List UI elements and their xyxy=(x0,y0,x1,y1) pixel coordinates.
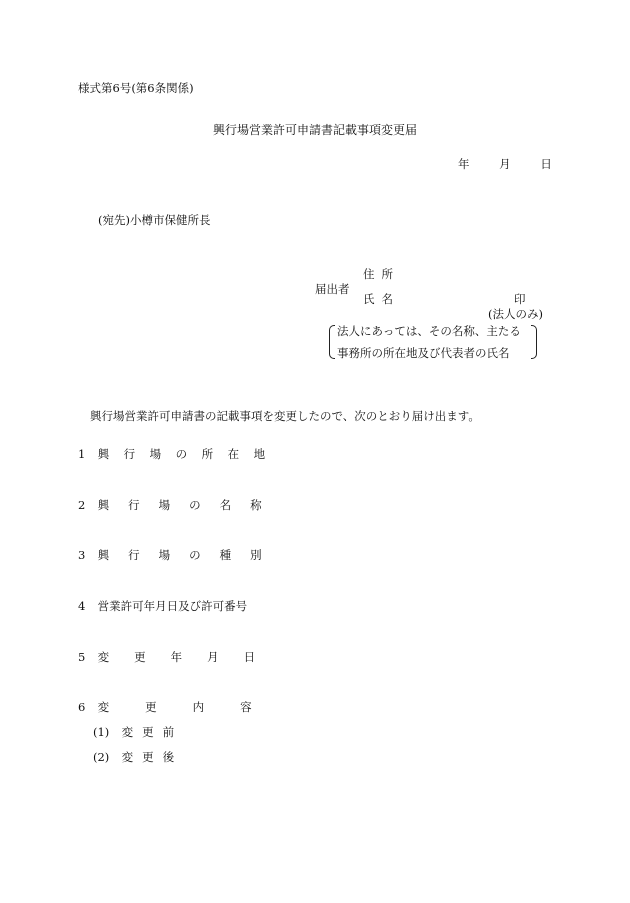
sub-item-before xyxy=(93,724,183,740)
item-number: 5 xyxy=(78,650,86,664)
corporate-note-line2: 事務所の所在地及び代表者の氏名 xyxy=(337,346,510,360)
form-number: 様式第6号(第6条関係) xyxy=(78,81,194,95)
date-day-label: 日 xyxy=(540,157,552,171)
item-type xyxy=(78,547,281,563)
statement: 興行場営業許可申請書の記載事項を変更したので、次のとおり届け出ます。 xyxy=(90,409,480,423)
item-number: 6 xyxy=(78,700,86,714)
item-number: 4 xyxy=(78,599,86,613)
seal-mark: 印 xyxy=(514,292,526,306)
item-number: 2 xyxy=(78,498,86,512)
recipient: (宛先)小樽市保健所長 xyxy=(98,213,211,227)
sub-item-after xyxy=(93,749,183,765)
item-permit xyxy=(78,598,247,614)
sub-item-number: (1) xyxy=(93,725,110,739)
item-label: 変更内容 xyxy=(97,700,288,714)
item-number: 3 xyxy=(78,548,86,562)
item-change-date xyxy=(78,649,280,665)
item-label: 興行場の種別 xyxy=(97,548,281,562)
notifier-label: 届出者 xyxy=(315,282,350,296)
date-month-label: 月 xyxy=(499,157,511,171)
date-year-label: 年 xyxy=(458,157,470,171)
item-label: 営業許可年月日及び許可番号 xyxy=(97,599,248,613)
name-label: 氏名 xyxy=(363,292,400,306)
left-bracket xyxy=(329,325,335,359)
sub-item-label: 変更前 xyxy=(121,725,184,739)
item-label: 興行場の名称 xyxy=(97,498,281,512)
item-change-content xyxy=(78,699,288,715)
address-label: 住所 xyxy=(363,267,400,281)
right-bracket xyxy=(531,325,537,359)
item-number: 1 xyxy=(78,447,86,461)
seal-note: (法人のみ) xyxy=(488,307,543,321)
corporate-note-bracket xyxy=(329,323,537,358)
sub-item-number: (2) xyxy=(93,750,110,764)
date-line xyxy=(458,156,552,172)
item-location xyxy=(78,446,280,462)
item-name xyxy=(78,497,281,513)
sub-item-label: 変更後 xyxy=(121,750,184,764)
document-title: 興行場営業許可申請書記載事項変更届 xyxy=(212,123,417,137)
item-label: 変更年月日 xyxy=(97,650,281,664)
item-label: 興行場の所在地 xyxy=(97,447,280,461)
corporate-note-line1: 法人にあっては、その名称、主たる xyxy=(337,324,521,338)
